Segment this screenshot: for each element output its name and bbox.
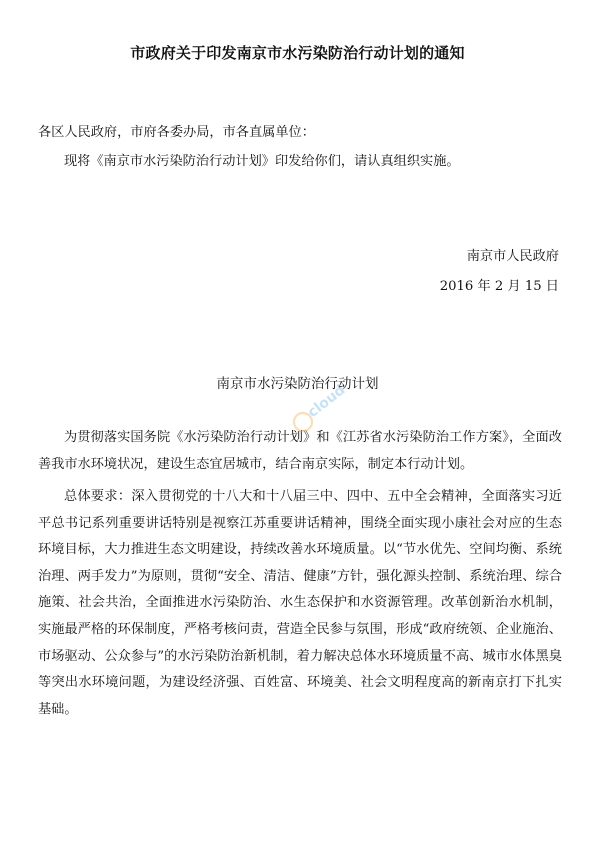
- plan-title: 南京市水污染防治行动计划: [216, 376, 379, 392]
- notice-body: 现将《南京市水污染防治行动计划》印发给你们，请认真组织实施。: [64, 154, 460, 169]
- watermark-text: cloud: [304, 381, 349, 421]
- notice-title: 市政府关于印发南京市水污染防治行动计划的通知: [130, 44, 465, 62]
- salutation: 各区人民政府，市府各委办局，市各直属单位：: [38, 125, 315, 140]
- issue-date: 2016 年 2 月 15 日: [439, 279, 559, 294]
- paragraph-intro: 为贯彻落实国务院《水污染防治行动计划》和《江苏省水污染防治工作方案》，全面改善我市水环境状况，建设生态宜居城市，结合南京实际，制定本行动计划。: [38, 430, 562, 472]
- signer: 南京市人民政府: [466, 249, 559, 264]
- paragraph-general-requirements: 总体要求：深入贯彻党的十八大和十八届三中、四中、五中全会精神，全面落实习近平总书记系列重要讲话特别是视察江苏重要讲话精神，围绕全面实现小康社会对应的生态环境目标，大力推进生态文明建设，持续改善水环境质量。以“节水优先、空间均衡、系统治理、两手发力”为原则，贯彻“安全、清洁、健康”方针，强化源头控制、系统治理、综合施策、社会共治，全面推进水污染防治、水生态保护和水资源管理。改革创新治水机制，实施最严格的环保制度，严格考核问责，营造全民参与氛围，形成“政府统领、企业施治、市场驱动、公众参与”的水污染防治新机制，着力解决总体水环境质量不高、城市水体黑臭等突出水环境问题，为建设经济强、百姓富、环境美、社会文明程度高的新南京打下扎实基础。: [38, 489, 562, 717]
